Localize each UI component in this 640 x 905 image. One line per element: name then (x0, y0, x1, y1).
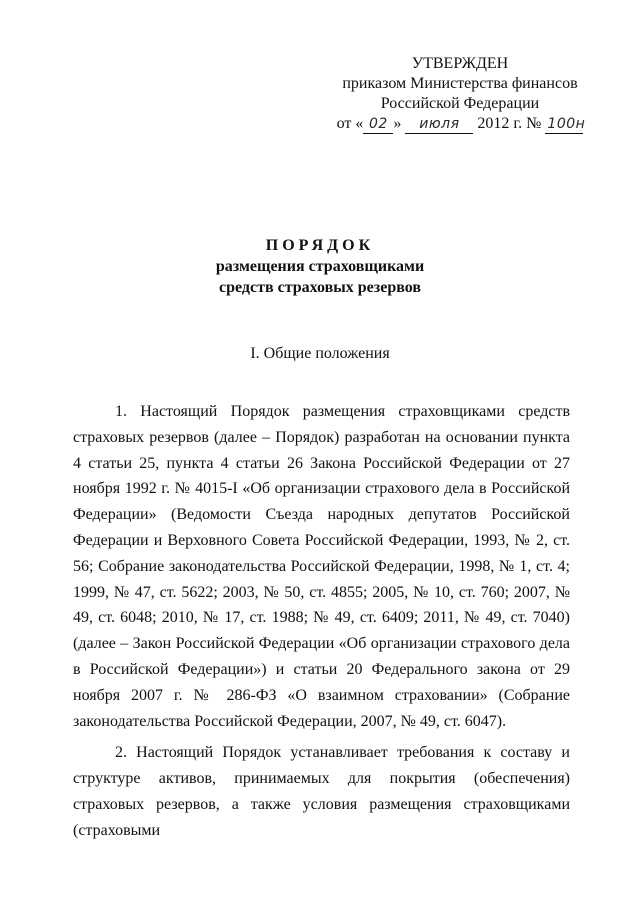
order-number: 100н (547, 116, 586, 132)
approved-by-order: приказом Министерства финансов (342, 75, 578, 92)
title-sub-1: размещения страховщиками (215, 258, 425, 275)
approved-by-country: Российской Федерации (380, 95, 540, 112)
approval-date-line (330, 114, 590, 134)
document-title (0, 235, 640, 298)
date-year: 2012 г. № (477, 115, 542, 132)
title-main: ПОРЯДОК (265, 237, 375, 254)
paragraph-1: 1. Настоящий Порядок размещения страховщиками средств страховых резервов (далее – Порядок) разработан на основании пункта 4 статьи 25, пункта 4 статьи 26 Закона Российской Федерации от 27 ноября 1992 г. № 4015-I «Об организации страхового дела в Российской Федерации» (Ведомости Съезда народных депутатов Российской Федерации и Верховного Совета Российской Федерации, 1993, № 2, ст. 56; Собрание законодательства Российской Федерации, 1998, № 1, ст. 4; 1999, № 47, ст. 5622; 2003, № 50, ст. 4855; 2005, № 10, ст. 760; 2007, № 49, ст. 6048; 2010, № 17, ст. 1988; № 49, ст. 6409; 2011, № 49, ст. 7040) (далее – Закон Российской Федерации «Об организации страхового дела в Российской Федерации») и статьи 20 Федерального закона от 29 ноября 2007 г. № 286-ФЗ «О взаимном страховании» (Собрание законодательства Российской Федерации, 2007, № 49, ст. 6047). (73, 403, 570, 730)
date-day: 02 (363, 116, 393, 134)
date-mid: » (393, 115, 402, 132)
document-body (73, 399, 570, 850)
date-month: июля (405, 116, 473, 134)
approval-stamp (330, 54, 590, 134)
date-prefix: от « (336, 115, 364, 132)
approved-label: УТВЕРЖДЕН (411, 55, 509, 72)
paragraph-2: 2. Настоящий Порядок устанавливает требования к составу и структуре активов, принимаемых для покрытия (обеспечения) страховых резервов, а также условия размещения страховщиками (страховыми (73, 744, 570, 839)
section-heading: I. Общие положения (250, 345, 390, 362)
title-sub-2: средств страховых резервов (219, 279, 421, 296)
